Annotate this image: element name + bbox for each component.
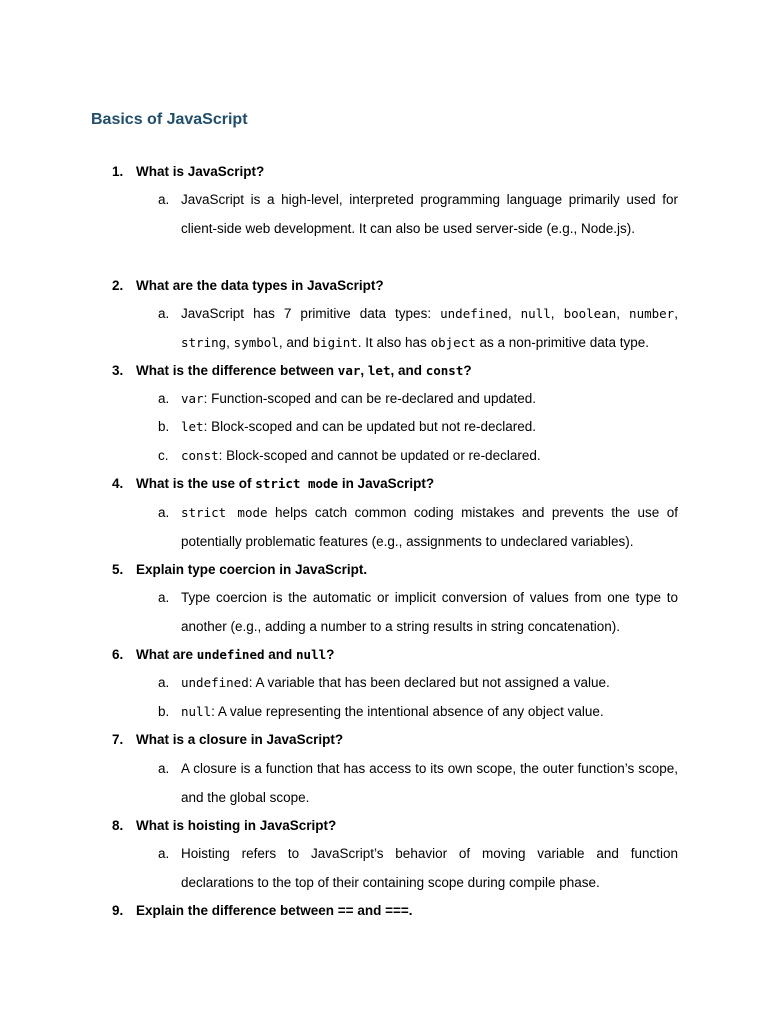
code-var: var: [337, 363, 361, 378]
text-run: ,: [616, 306, 630, 321]
question-text: What is a closure in JavaScript?: [136, 732, 344, 747]
text-run: ,: [360, 363, 368, 378]
text-run: , and: [390, 363, 426, 378]
code-undefined: undefined: [181, 675, 249, 690]
answer-text: JavaScript is a high-level, interpreted programming language primarily used for client-side web development. It can also be used server-side (e.g., Node.js).: [181, 192, 678, 236]
answer-6a: [158, 669, 678, 698]
answer-3a: [158, 385, 678, 414]
code-null: null: [181, 704, 212, 719]
answer-letter: a.: [158, 846, 170, 861]
question-3: [112, 357, 678, 385]
question-number: 8.: [112, 818, 124, 833]
code-strict-mode: strict mode: [255, 476, 339, 491]
text-run: as a non-primitive data type.: [475, 334, 650, 350]
question-number: 7.: [112, 732, 124, 747]
question-text: Explain the difference between == and ===.: [136, 903, 413, 918]
code-let: let: [181, 419, 204, 434]
text-run: : Block-scoped and can be updated but not re-declared.: [203, 419, 537, 434]
text-run: ,: [550, 306, 564, 321]
question-number: 5.: [112, 562, 124, 577]
text-run: What are: [136, 647, 197, 662]
text-run: : A variable that has been declared but not assigned a value.: [248, 675, 610, 690]
text-run: : Function-scoped and can be re-declared and updated.: [203, 391, 537, 406]
code-const: const: [181, 448, 219, 463]
code-number: number: [629, 306, 675, 321]
code-object: object: [430, 334, 476, 350]
code-boolean: boolean: [563, 306, 617, 321]
answer-letter: a.: [158, 306, 170, 321]
text-run: JavaScript has 7 primitive data types:: [181, 306, 441, 321]
question-6: [112, 641, 678, 669]
answer-letter: a.: [158, 391, 170, 406]
answer-5a: [158, 584, 678, 641]
answer-8a: [158, 840, 678, 897]
text-run: helps catch common coding mistakes and prevents the use of potentially problematic features (e.g., assignments to undeclared variables).: [181, 505, 678, 549]
code-null: null: [520, 306, 551, 321]
text-run: ?: [326, 647, 335, 662]
answer-text: [181, 385, 678, 414]
answer-letter: c.: [158, 448, 169, 463]
question-number: 3.: [112, 363, 124, 378]
answer-text: [181, 300, 678, 357]
code-strict-mode: strict mode: [181, 505, 268, 520]
question-text: Explain type coercion in JavaScript.: [136, 562, 368, 577]
answer-3c: [158, 442, 678, 471]
code-string: string: [181, 334, 227, 350]
text-run: . It also has: [357, 334, 431, 350]
answer-text: [181, 442, 678, 471]
answer-letter: a.: [158, 192, 170, 207]
answer-1a: [158, 186, 678, 243]
answer-letter: a.: [158, 505, 170, 520]
answer-text: A closure is a function that has access to its own scope, the outer function’s scope, and the global scope.: [181, 761, 678, 805]
answer-3b: [158, 413, 678, 442]
code-var: var: [181, 391, 204, 406]
text-run: What is the use of: [136, 476, 256, 491]
question-8: [112, 812, 678, 840]
answer-6b: [158, 698, 678, 727]
text-run: ?: [463, 363, 472, 378]
text-run: ,: [674, 306, 678, 321]
question-number: 4.: [112, 476, 124, 491]
answer-letter: b.: [158, 704, 170, 719]
page-title: Basics of JavaScript: [91, 111, 248, 128]
answer-text: [181, 499, 678, 556]
question-number: 2.: [112, 278, 124, 293]
text-run: and: [264, 647, 297, 662]
text-run: : A value representing the intentional absence of any object value.: [211, 704, 604, 719]
question-text: What are the data types in JavaScript?: [136, 278, 384, 293]
answer-text: [181, 413, 678, 442]
question-number: 1.: [112, 164, 124, 179]
question-7: [112, 726, 678, 754]
question-2: [112, 272, 678, 300]
text-run: , and: [278, 334, 313, 350]
answer-text: Type coercion is the automatic or implicit conversion of values from one type to another (e.g., adding a number to a string results in string concatenation).: [181, 590, 678, 634]
code-undefined: undefined: [196, 647, 265, 662]
answer-2a: [158, 300, 678, 357]
code-undefined: undefined: [440, 306, 508, 321]
answer-4a: [158, 499, 678, 556]
code-null: null: [296, 647, 327, 662]
code-symbol: symbol: [233, 334, 279, 350]
question-number: 9.: [112, 903, 124, 918]
answer-text: Hoisting refers to JavaScript’s behavior of moving variable and function declarations to the top of their containing scope during compile phase.: [181, 846, 678, 890]
question-9: [112, 897, 678, 925]
question-text: What is hoisting in JavaScript?: [136, 818, 337, 833]
answer-letter: a.: [158, 590, 170, 605]
code-const: const: [425, 363, 464, 378]
question-number: 6.: [112, 647, 124, 662]
text-run: ,: [226, 334, 234, 350]
answer-text: [181, 698, 678, 727]
code-bigint: bigint: [312, 334, 358, 350]
answer-text: [181, 669, 678, 698]
question-1: [112, 158, 678, 186]
answer-letter: b.: [158, 419, 170, 434]
text-run: ,: [507, 306, 521, 321]
answer-letter: a.: [158, 761, 170, 776]
text-run: What is the difference between: [136, 363, 338, 378]
answer-letter: a.: [158, 675, 170, 690]
code-let: let: [367, 363, 391, 378]
question-5: [112, 556, 678, 584]
question-text: What is JavaScript?: [136, 164, 265, 179]
text-run: in JavaScript?: [338, 476, 435, 491]
question-4: [112, 470, 678, 498]
text-run: : Block-scoped and cannot be updated or re-declared.: [218, 448, 541, 463]
answer-7a: [158, 755, 678, 812]
